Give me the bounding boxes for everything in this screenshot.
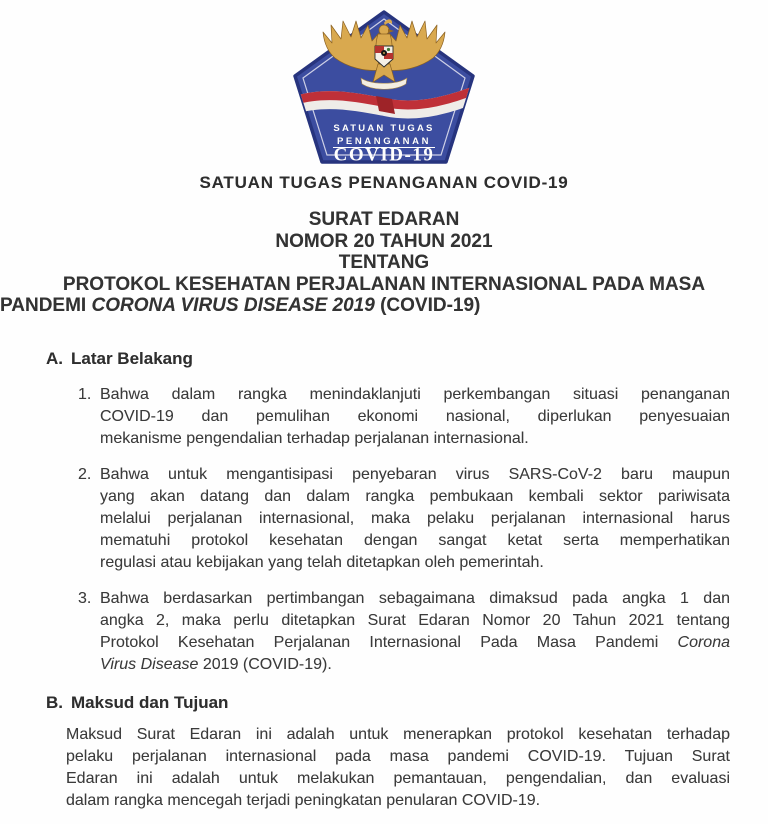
section-b-heading-text: Maksud dan Tujuan: [71, 692, 229, 712]
section-a-heading-text: Latar Belakang: [71, 348, 193, 368]
item-number: 2.: [78, 465, 92, 483]
section-a-label: A.: [46, 348, 63, 368]
logo-text-satuan-tugas: SATUAN TUGAS: [333, 123, 435, 134]
section-b-heading: [0, 693, 768, 713]
logo-text-covid19: COVID-19: [333, 144, 435, 166]
document-title: SURAT EDARAN NOMOR 20 TAHUN 2021 TENTANG PROTOKOL KESEHATAN PERJALANAN INTERNASIONAL PADA MASA PANDEMI CORONA VIRUS DISEASE 2019 (COVID-19): [0, 209, 706, 316]
section-a-items: [0, 384, 768, 676]
pentagon-logo: [291, 8, 477, 166]
item-text: Bahwa untuk mengantisipasi penyebaran virus SARS-CoV-2 baru maupun yang akan datang dan dalam rangka pembukaan kembali sektor pariwisata melalui perjalanan internasional, maka pelaku perjalanan internasional harus mematuhi protokol kesehatan dengan sangat ketat serta memperhatikan regulasi atau kebijakan yang telah ditetapkan oleh pemerintah.: [100, 465, 730, 571]
garuda-head: [379, 25, 389, 35]
shield-tree-symbol: [387, 48, 390, 51]
list-item-2: [78, 464, 768, 574]
taskforce-logo: [0, 0, 768, 166]
section-latar-belakang: [0, 349, 768, 676]
section-a-heading: [0, 349, 768, 369]
section-b-paragraph: Maksud Surat Edaran ini adalah untuk menerapkan protokol kesehatan terhadap pelaku perjalanan internasional pada masa pandemi COVID-19. Tujuan Surat Edaran ini adalah untuk melakukan pemantauan, pengendalian, dan evaluasi dalam rangka mencegah terjadi peningkatan penularan COVID-19.: [66, 725, 730, 809]
section-maksud-dan-tujuan: [0, 693, 768, 812]
logo-text-penanganan: PENANGANAN: [336, 136, 432, 147]
item-number: 1.: [78, 385, 92, 403]
item-text: Bahwa dalam rangka menindaklanjuti perkembangan situasi penanganan COVID-19 dan pemulihan ekonomi nasional, diperlukan penyesuaian mekanisme pengendalian terhadap perjalanan internasional.: [100, 385, 730, 447]
section-b-label: B.: [46, 692, 63, 712]
item-number: 3.: [78, 589, 92, 607]
shield-star: [383, 52, 385, 54]
list-item-3: [78, 588, 768, 676]
list-item-1: [78, 384, 768, 450]
organization-name: SATUAN TUGAS PENANGANAN COVID-19: [199, 173, 569, 192]
item-text: Bahwa berdasarkan pertimbangan sebagaimana dimaksud pada angka 1 dan angka 2, maka perlu ditetapkan Surat Edaran Nomor 20 Tahun 2021 tentang Protokol Kesehatan Perjalanan Internasional Pada Masa Pandemi Corona Virus Disease 2019 (COVID-19).: [100, 589, 730, 673]
